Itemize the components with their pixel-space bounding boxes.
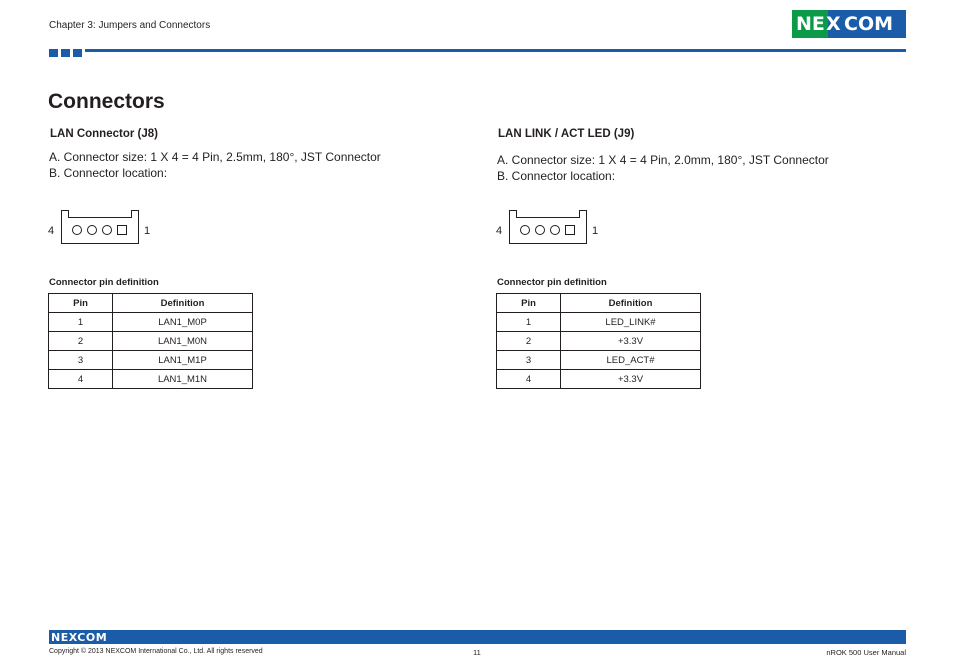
connector-diagram bbox=[61, 210, 139, 244]
pin-cell: 1 bbox=[497, 313, 561, 332]
definition-cell: LAN1_M0P bbox=[113, 313, 253, 332]
table-caption: Connector pin definition bbox=[497, 277, 607, 288]
connector-pin bbox=[535, 225, 545, 235]
table-header-row bbox=[49, 294, 253, 313]
table-caption: Connector pin definition bbox=[49, 277, 159, 288]
logo-com: COM bbox=[844, 13, 894, 35]
header-square bbox=[73, 49, 82, 57]
table-row bbox=[497, 370, 701, 389]
table-row bbox=[49, 313, 253, 332]
definition-cell: LED_ACT# bbox=[561, 351, 701, 370]
pin-cell: 2 bbox=[49, 332, 113, 351]
connector-location: B. Connector location: bbox=[497, 169, 616, 183]
column-header: Definition bbox=[113, 294, 253, 313]
definition-cell: LAN1_M1N bbox=[113, 370, 253, 389]
header-rule bbox=[85, 49, 906, 52]
pin-table bbox=[48, 293, 253, 389]
page-title: Connectors bbox=[48, 90, 165, 113]
table-row bbox=[49, 332, 253, 351]
connector-pin bbox=[72, 225, 82, 235]
connector-pin-1 bbox=[117, 225, 127, 235]
definition-cell: +3.3V bbox=[561, 370, 701, 389]
connector-notch bbox=[516, 210, 580, 218]
column-header: Pin bbox=[49, 294, 113, 313]
connector-size: A. Connector size: 1 X 4 = 4 Pin, 2.0mm, 180°, JST Connector bbox=[497, 153, 829, 167]
table-row bbox=[497, 313, 701, 332]
manual-name: nROK 500 User Manual bbox=[826, 648, 906, 657]
definition-cell: LAN1_M1P bbox=[113, 351, 253, 370]
connector-diagram bbox=[509, 210, 587, 244]
definition-cell: LAN1_M0N bbox=[113, 332, 253, 351]
footer-logo: NEXCOM bbox=[51, 631, 108, 644]
table-row bbox=[497, 332, 701, 351]
connector-location: B. Connector location: bbox=[49, 166, 168, 180]
pin-cell: 3 bbox=[49, 351, 113, 370]
connector-size: A. Connector size: 1 X 4 = 4 Pin, 2.5mm, 180°, JST Connector bbox=[49, 150, 381, 164]
pin-cell: 2 bbox=[497, 332, 561, 351]
pin-label-right: 1 bbox=[144, 225, 151, 237]
chapter-label: Chapter 3: Jumpers and Connectors bbox=[49, 20, 211, 31]
logo-x: X bbox=[826, 13, 841, 35]
header-square bbox=[61, 49, 70, 57]
pin-label-left: 4 bbox=[48, 225, 55, 237]
table-header-row bbox=[497, 294, 701, 313]
connector-pin bbox=[550, 225, 560, 235]
pin-label-right: 1 bbox=[592, 225, 599, 237]
connector-pin bbox=[520, 225, 530, 235]
table-row bbox=[49, 370, 253, 389]
column-header: Pin bbox=[497, 294, 561, 313]
section-heading: LAN Connector (J8) bbox=[50, 128, 158, 140]
column-header: Definition bbox=[561, 294, 701, 313]
pin-cell: 4 bbox=[49, 370, 113, 389]
page-number: 11 bbox=[473, 648, 481, 657]
table-row bbox=[497, 351, 701, 370]
pin-cell: 3 bbox=[497, 351, 561, 370]
copyright-text: Copyright © 2013 NEXCOM International Co., Ltd. All rights reserved bbox=[49, 648, 263, 655]
connector-notch bbox=[68, 210, 132, 218]
header-square bbox=[49, 49, 58, 57]
pin-table bbox=[496, 293, 701, 389]
connector-pin-1 bbox=[565, 225, 575, 235]
connector-pin bbox=[102, 225, 112, 235]
definition-cell: +3.3V bbox=[561, 332, 701, 351]
definition-cell: LED_LINK# bbox=[561, 313, 701, 332]
section-heading: LAN LINK / ACT LED (J9) bbox=[498, 128, 635, 140]
connector-pin bbox=[87, 225, 97, 235]
pin-cell: 1 bbox=[49, 313, 113, 332]
pin-cell: 4 bbox=[497, 370, 561, 389]
table-row bbox=[49, 351, 253, 370]
logo-ne: NE bbox=[796, 13, 825, 35]
pin-label-left: 4 bbox=[496, 225, 503, 237]
nexcom-logo bbox=[792, 10, 906, 38]
footer-bar bbox=[49, 630, 906, 644]
